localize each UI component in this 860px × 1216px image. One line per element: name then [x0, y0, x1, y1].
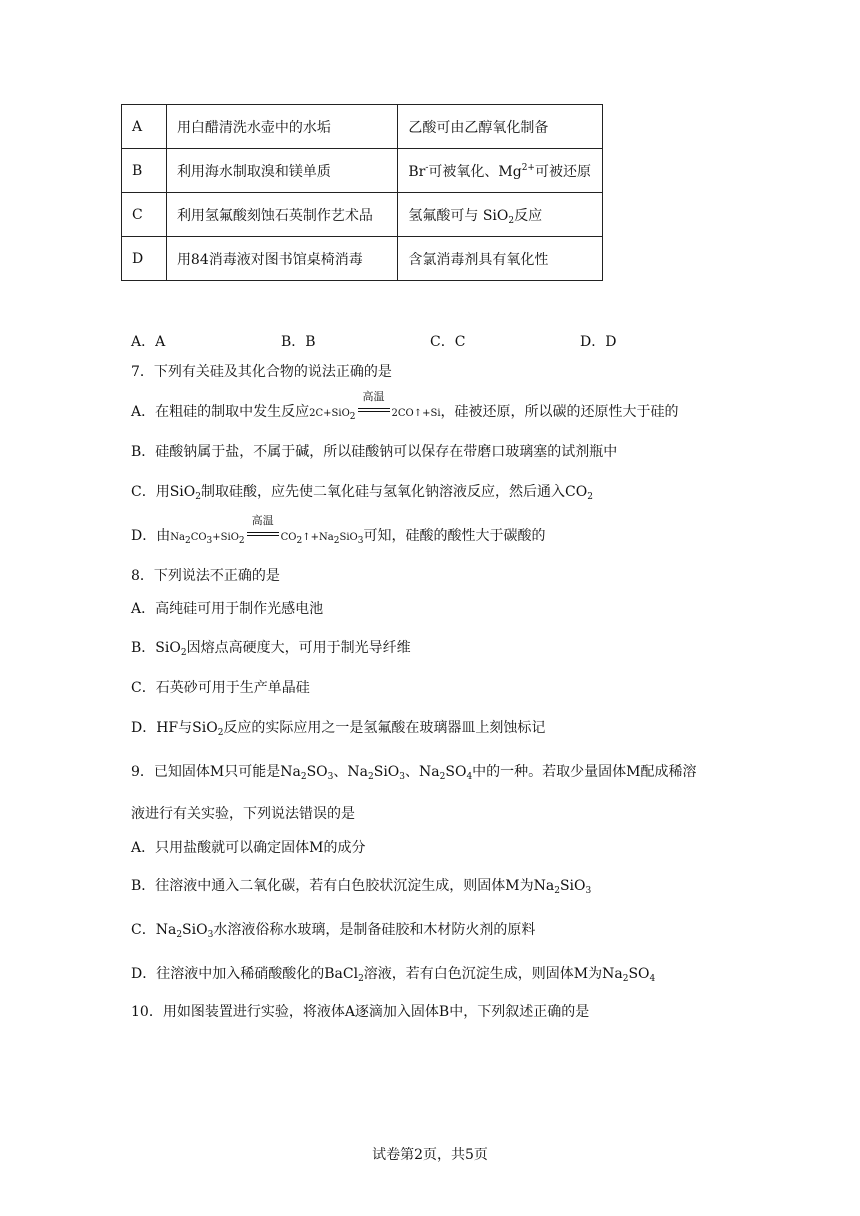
- row-action: 用84消毒液对图书馆桌椅消毒: [166, 237, 397, 281]
- question-9-option-c[interactable]: C．$Na_2SiO_3$水溶液俗称水玻璃，是制备硅胶和木材防火剂的原料: [131, 922, 536, 940]
- row-reason: Br-可被氧化、$Mg^{2+}$可被还原: [398, 149, 603, 193]
- question-7-option-a[interactable]: A．在粗硅的制取中发生反应2C+SiO$_2$ 高温 2CO↑+Si，硅被还原，所以碳的还原性大于硅的: [131, 390, 679, 422]
- question-8-stem: 8．下列说法不正确的是: [131, 568, 280, 584]
- reaction-arrow: 高温: [358, 402, 390, 422]
- question-9-option-d[interactable]: D．往溶液中加入稀硝酸酸化的BaCl$_2$溶液，若有白色沉淀生成，则固体M为$Na_2SO_4$: [131, 966, 656, 984]
- question-9-option-a[interactable]: A．只用盐酸就可以确定固体M的成分: [131, 840, 366, 856]
- row-action: 利用氢氟酸刻蚀石英制作艺术品: [166, 193, 397, 237]
- row-label: A: [122, 105, 167, 149]
- page-footer: 试卷第2页，共5页: [372, 1147, 488, 1163]
- question-7-stem: 7．下列有关硅及其化合物的说法正确的是: [131, 364, 392, 380]
- row-action: 利用海水制取溴和镁单质: [166, 149, 397, 193]
- table-row: [122, 105, 603, 149]
- row-label: D: [122, 237, 167, 281]
- answer-option-c[interactable]: C．C: [430, 334, 466, 350]
- row-reason: 氢氟酸可与 SiO$_2$反应: [398, 193, 603, 237]
- question-10-stem: 10．用如图装置进行实验，将液体A逐滴加入固体B中，下列叙述正确的是: [131, 1004, 590, 1020]
- row-action: 用白醋清洗水壶中的水垢: [166, 105, 397, 149]
- question-9-stem-line-1: 9．已知固体M只可能是$Na_2SO_3$、$Na_2SiO_3$、$Na_2SO_4$中的一种。若取少量固体M配成稀溶: [131, 764, 697, 782]
- question-9-stem-line-2: 液进行有关实验，下列说法错误的是: [131, 806, 355, 822]
- row-reason: 乙酸可由乙醇氧化制备: [398, 105, 603, 149]
- row-label: B: [122, 149, 167, 193]
- answer-option-a[interactable]: A．A: [131, 334, 166, 350]
- table-row: [122, 237, 603, 281]
- answer-option-d[interactable]: D．D: [580, 334, 617, 350]
- question-8-option-a[interactable]: A．高纯硅可用于制作光感电池: [131, 601, 324, 617]
- row-reason: 含氯消毒剂具有氧化性: [398, 237, 603, 281]
- table-row: [122, 149, 603, 193]
- question-9-option-b[interactable]: B．往溶液中通入二氧化碳，若有白色胶状沉淀生成，则固体M为$Na_2SiO_3$: [131, 878, 592, 896]
- question-7-option-d[interactable]: D．由$Na_2CO_3+SiO_2$ 高温 $CO_2↑+Na_2SiO_3$可知，硅酸的酸性大于碳酸的: [131, 514, 546, 546]
- question-7-option-c[interactable]: C．用SiO$_2$制取硅酸，应先使二氧化硅与氢氧化钠溶液反应，然后通入$CO_2$: [131, 484, 593, 502]
- question-7-option-b[interactable]: B．硅酸钠属于盐，不属于碱，所以硅酸钠可以保存在带磨口玻璃塞的试剂瓶中: [131, 444, 618, 460]
- answer-option-b[interactable]: B．B: [281, 334, 316, 350]
- reaction-arrow: 高温: [247, 526, 279, 546]
- question-8-option-b[interactable]: B．SiO$_2$因熔点高硬度大，可用于制光导纤维: [131, 640, 411, 658]
- table-row: [122, 193, 603, 237]
- question-8-option-d[interactable]: D．HF与SiO$_2$反应的实际应用之一是氢氟酸在玻璃器皿上刻蚀标记: [131, 720, 546, 738]
- question-8-option-c[interactable]: C．石英砂可用于生产单晶硅: [131, 680, 310, 696]
- row-label: C: [122, 193, 167, 237]
- options-table: [121, 104, 603, 281]
